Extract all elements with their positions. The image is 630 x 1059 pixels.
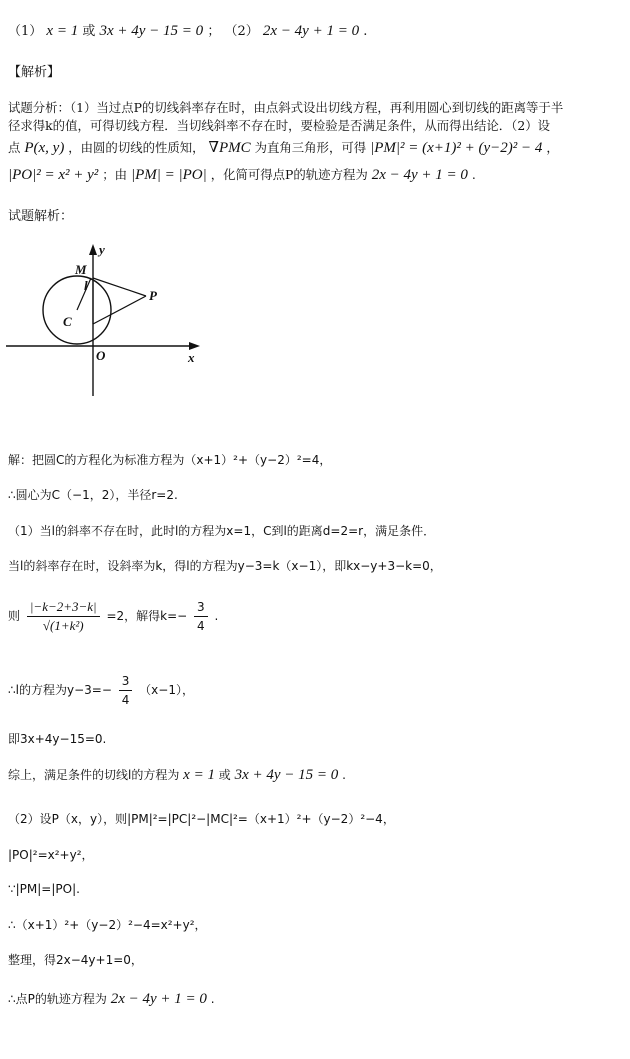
tangent-line-upper xyxy=(93,278,146,296)
part1-label: （1） xyxy=(8,24,43,39)
geometry-figure xyxy=(0,238,210,398)
solution-step-5: 则 $\frac{|-k-2+3-k|}{\text{√(1+k²)}}$ =2，解得k=− $\frac{3}{4}$ . xyxy=(8,599,219,633)
locus-equation: 2x − 4y + 1 = 0 xyxy=(371,167,468,183)
analysis-line-3: 点 P(x, y) ，由圆的切线的性质知， ∇PMC 为直角三角形，可得 |PM|² = (x+1)² + (y−2)² − 4 ， xyxy=(8,140,559,156)
label-y: y xyxy=(99,242,105,257)
part2-equation: 2x − 4y + 1 = 0 xyxy=(262,23,360,39)
label-l: l xyxy=(84,278,88,293)
solution-step-12: ∴（x+1）²+（y−2）²−4=x²+y²， xyxy=(8,918,207,932)
part1-equation-a: x = 1 xyxy=(46,23,79,39)
label-m: M xyxy=(75,262,87,277)
solution-step-4: 当l的斜率存在时，设斜率为k，得l的方程为y−3=k（x−1），即kx−y+3−k=0， xyxy=(8,559,442,573)
separator: ； xyxy=(207,24,221,39)
part2-label: （2） xyxy=(224,24,259,39)
solution-header: 试题解析： xyxy=(8,209,74,224)
analysis-header: 【解析】 xyxy=(8,65,61,80)
x-axis-arrow-icon xyxy=(189,342,200,350)
label-c: C xyxy=(63,314,72,329)
answer-end: . xyxy=(363,24,368,39)
pm-equals-po: |PM| = |PO| xyxy=(130,167,207,183)
label-x: x xyxy=(188,350,195,365)
solution-step-11: ∵|PM|=|PO|. xyxy=(8,882,80,896)
slope-fraction: $\frac{3}{4}$ xyxy=(119,672,133,709)
y-axis-arrow-icon xyxy=(89,244,97,255)
solution-step-9: （2）设P（x，y），则|PM|²=|PC|²−|MC|²=（x+1）²+（y−2）²−4， xyxy=(8,812,395,826)
solution-step-6: ∴l的方程为y−3=− $\frac{3}{4}$ （x−1）， xyxy=(8,674,194,707)
answer-line xyxy=(8,22,624,41)
solution-step-3: （1）当l的斜率不存在时，此时l的方程为x=1，C到l的距离d=2=r，满足条件． xyxy=(8,524,436,538)
solution-step-13: 整理，得2x−4y+1=0， xyxy=(8,953,143,967)
solution-step-10: |PO|²=x²+y²， xyxy=(8,848,94,862)
or-text: 或 xyxy=(82,24,96,39)
solution-step-2: ∴圆心为C（−1，2），半径r=2. xyxy=(8,488,178,502)
tangent-line-lower xyxy=(93,296,146,324)
k-value-fraction: $\frac{3}{4}$ xyxy=(194,598,208,635)
triangle-pmc: ∇PMC xyxy=(208,140,251,156)
distance-fraction: $\frac{|-k-2+3-k|}{\text{√(1+k²)}}$ xyxy=(27,598,100,635)
solution-step-7: 即3x+4y−15=0. xyxy=(8,732,107,746)
part1-equation-b: 3x + 4y − 15 = 0 xyxy=(99,23,204,39)
label-p: P xyxy=(149,288,157,303)
pm-squared-equation: |PM|² = (x+1)² + (y−2)² − 4 xyxy=(370,140,543,156)
solution-step-14: ∴点P的轨迹方程为 2x − 4y + 1 = 0 . xyxy=(8,991,215,1007)
point-p-expression: P(x, y) xyxy=(24,140,65,156)
analysis-line-1: 试题分析：（1）当过点P的切线斜率存在时，由点斜式设出切线方程，再利用圆心到切线的距离等于半 xyxy=(8,100,564,115)
analysis-line-2: 径求得k的值，可得切线方程．当切线斜率不存在时，要检验是否满足条件，从而得出结论．（2）设 xyxy=(8,118,550,133)
solution-step-1: 解：把圆C的方程化为标准方程为（x+1）²+（y−2）²=4， xyxy=(8,453,332,467)
label-o: O xyxy=(96,348,106,363)
solution-step-8: 综上，满足条件的切线l的方程为 x = 1 或 3x + 4y − 15 = 0 . xyxy=(8,767,346,783)
analysis-line-4: |PO|² = x² + y² ；由 |PM| = |PO| ，化简可得点P的轨迹方程为 2x − 4y + 1 = 0 . xyxy=(8,167,476,183)
po-squared-equation: |PO|² = x² + y² xyxy=(8,167,99,183)
